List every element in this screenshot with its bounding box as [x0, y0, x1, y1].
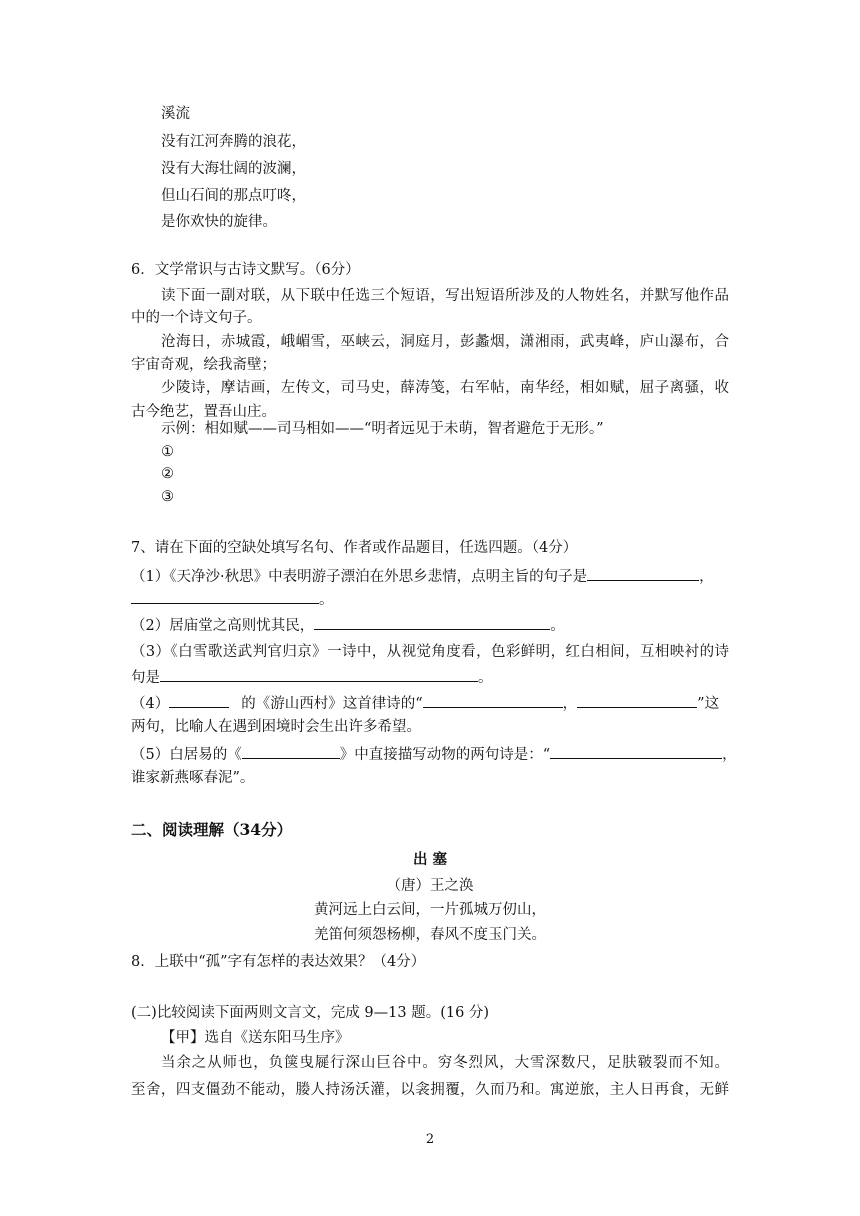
- page-number: 2: [425, 1132, 435, 1147]
- answer-blank[interactable]: [131, 589, 319, 604]
- poem-line: 但山石间的那点叮咚，: [161, 188, 306, 204]
- couplet-upper: 宇宙奇观，绘我斋壁；: [131, 357, 276, 373]
- punct: 。: [478, 670, 493, 686]
- answer-blank[interactable]: [169, 693, 229, 708]
- q7-item-1: [131, 566, 714, 587]
- q7-heading: 7、请在下面的空缺处填写名句、作者或作品题目，任选四题。（4分）: [131, 540, 578, 556]
- passage-text: 当余之从师也，负箧曳屣行深山巨谷中。穷冬烈风，大雪深数尺，足肤皲裂而不知。: [161, 1055, 729, 1071]
- section-heading: 二、阅读理解（34分）: [131, 820, 293, 839]
- passage-text: 至舍，四支僵劲不能动，媵人持汤沃灌，以衾拥覆，久而乃和。寓逆旅，主人日再食，无鲜: [131, 1082, 729, 1098]
- q7-item-2-text: （2）居庙堂之高则忧其民，: [131, 618, 315, 634]
- poem-line: 黄河远上白云间，一片孤城万仞山，: [314, 902, 546, 918]
- q7-item-4-text: ”这: [697, 696, 720, 712]
- q7-item-3-text: 句是: [131, 670, 160, 686]
- punct: 。: [319, 592, 334, 608]
- q7-item-4-cont: 两句，比喻人在遇到困境时会生出许多希望。: [131, 719, 421, 735]
- poem-title: 溪流: [161, 106, 190, 122]
- answer-blank[interactable]: [587, 566, 699, 581]
- q6-instruction: 中的一个诗文句子。: [131, 310, 262, 326]
- part-heading: (二)比较阅读下面两则文言文，完成 9—13 题。(16 分): [131, 1005, 490, 1021]
- couplet-lower: 少陵诗，摩诘画，左传文，司马史，薛涛笺，右军帖，南华经，相如赋，屈子离骚，收: [161, 380, 729, 396]
- q7-item-1-text: （1）《天净沙·秋思》中表明游子漂泊在外思乡悲情，点明主旨的句子是: [131, 569, 588, 585]
- poem-line: 是你欢快的旋律。: [161, 214, 277, 230]
- poem-line: 羌笛何须怨杨柳，春风不度玉门关。: [314, 927, 546, 943]
- answer-slot-2: ②: [161, 466, 174, 482]
- poem-line: 没有江河奔腾的浪花，: [161, 134, 306, 150]
- q6-example: 示例：相如赋——司马相如——“明者远见于未萌，智者避危于无形。”: [161, 421, 604, 437]
- q7-item-5-cont: 谁家新燕啄春泥”。: [131, 770, 255, 786]
- q8-question: 8．上联中“孤”字有怎样的表达效果？（4分）: [131, 954, 426, 970]
- answer-slot-3: ③: [161, 489, 174, 505]
- q6-heading: 6．文学常识与古诗文默写。（6分）: [131, 262, 360, 278]
- q7-item-4-text: 的《游山西村》这首律诗的“: [241, 696, 423, 712]
- poem-line: 没有大海壮阔的波澜，: [161, 161, 306, 177]
- punct: ，: [699, 569, 714, 585]
- poem-author: （唐）王之涣: [386, 878, 474, 894]
- answer-blank[interactable]: [314, 615, 550, 630]
- answer-blank[interactable]: [550, 744, 722, 759]
- couplet-upper: 沧海日，赤城霞，峨嵋雪，巫峡云，洞庭月，彭蠡烟，潇湘雨，武夷峰，庐山瀑布，合: [161, 334, 729, 350]
- couplet-lower: 古今绝艺，置吾山庄。: [131, 404, 276, 420]
- answer-blank[interactable]: [577, 693, 697, 708]
- q7-item-4-num: （4）: [131, 696, 170, 712]
- q7-item-5-text: （5）白居易的《: [131, 747, 242, 763]
- punct: ，: [722, 747, 737, 763]
- answer-blank[interactable]: [423, 693, 563, 708]
- punct: 。: [550, 618, 565, 634]
- q7-item-1-cont: [131, 589, 334, 610]
- q7-item-2: [131, 615, 565, 636]
- q6-instruction: 读下面一副对联，从下联中任选三个短语，写出短语所涉及的人物姓名，并默写他作品: [161, 288, 729, 304]
- answer-slot-1: ①: [161, 444, 174, 460]
- q7-item-5: [131, 744, 737, 765]
- answer-blank[interactable]: [242, 744, 340, 759]
- punct: ，: [562, 696, 578, 712]
- q7-item-4: [131, 693, 719, 714]
- q7-item-5-text: 》中直接描写动物的两句诗是：“: [339, 747, 551, 763]
- passage-title: 【甲】选自《送东阳马生序》: [161, 1030, 350, 1046]
- q7-item-3: （3）《白雪歌送武判官归京》一诗中，从视觉角度看，色彩鲜明，红白相间，互相映衬的诗: [131, 644, 729, 660]
- answer-blank[interactable]: [160, 667, 478, 682]
- poem-title: 出 塞: [412, 851, 448, 868]
- q7-item-3-cont: [131, 667, 493, 688]
